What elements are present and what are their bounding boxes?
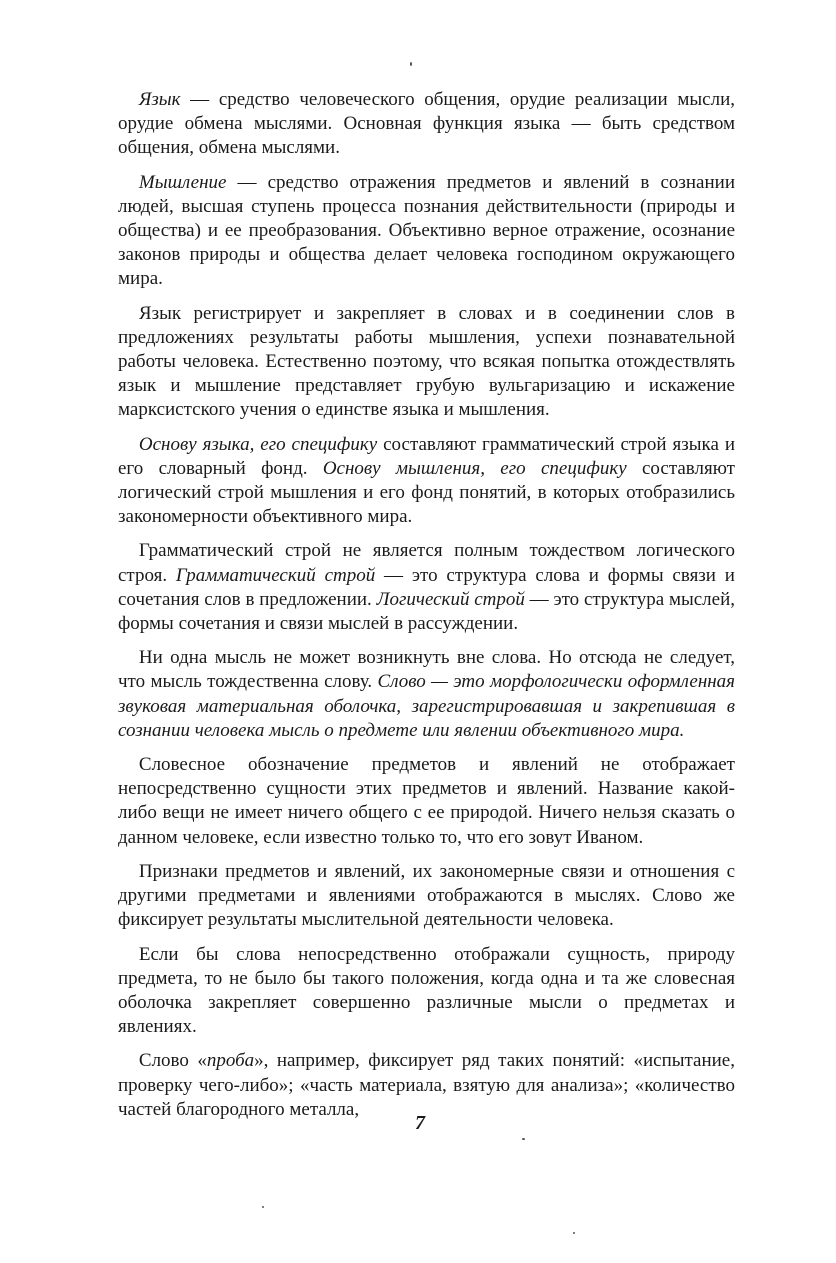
text-run: Признаки предметов и явлений, их закономерные связи и отношения с другими предметами и явлениями отображаются в мыслях. Слово же фиксирует результаты мыслительной деятельности человека. [118,860,735,931]
text-run: — это структура слова и формы связи и сочетания слов в предложении. [118,564,735,610]
paragraph [118,646,735,743]
text-run: составляют логический строй мышления и его фонд понятий, в которых отобразились закономерности объективного мира. [118,457,735,528]
text-run: — средство отражения предметов и явлений в сознании людей, высшая ступень процесса познания действительности (природы и общества) и ее преобразования. Объективно верное отражение, осознание законов природы и общества делает человека господином окружающего мира. [118,171,735,290]
scan-speck [410,62,412,66]
italic-term: Грамматический строй [175,564,376,586]
paragraph [118,433,735,530]
text-run: — это структура мыслей, формы сочетания и связи мыслей в рассуждении. [118,588,735,635]
italic-term: Язык [138,89,181,110]
text-run: Грамматический строй не является полным тождеством логического строя. [118,540,735,586]
text-run: — средство человеческого общения, орудие реализации мысли, орудие обмена мыслями. Основная функция языка — быть средством общения, обмена мыслями. [118,89,735,159]
text-run: составляют грамматический строй языка и его словарный фонд. [118,433,735,479]
italic-term: Слово — это морфологически оформленная звуковая материальная оболочка, зарегистрировавшая и закрепившая в сознании человека мысль о предмете или явлении объективного мира. [118,671,735,741]
italic-term: Логический строй [376,588,525,610]
text-run: Если бы слова непосредственно отображали сущность, природу предмета, то не было бы такого положения, когда одна и та же словесная оболочка закрепляет совершенно различные мысли о предметах и явлениях. [118,943,735,1038]
italic-term: Основу мышления, его специфику [322,457,627,479]
text-run: Слово « [138,1050,207,1072]
paragraph [118,171,735,292]
paragraph [118,753,735,850]
italic-term: Основу языка, его специфику [138,433,378,455]
italic-term: Мышление [138,171,227,193]
text-run: Ни одна мысль не может возникнуть вне слова. Но отсюда не следует, что мысль тождественна слову. [118,647,735,693]
scan-speck [573,1232,575,1234]
text-run: Язык регистрирует и закрепляет в словах и в соединении слов в предложениях результаты работы мышления, успехи познавательной работы человека. Естественно поэтому, что всякая попытка отождествлять язык и мышление представляет грубую вульгаризацию и искажение марксистского учения о единстве языка и мышления. [118,302,735,421]
paragraph [118,302,735,423]
paragraph [118,88,735,161]
text-run: », например, фиксирует ряд таких понятий: «испытание, проверку чего-либо»; «часть материала, взятую для анализа»; «количество частей благородного металла, [118,1050,735,1120]
page-text [118,88,735,1132]
scan-speck [522,1138,525,1140]
scan-speck [262,1206,264,1208]
paragraph [118,943,735,1040]
page-number: 7 [415,1112,425,1134]
paragraph [118,539,735,636]
text-run: Словесное обозначение предметов и явлений не отображает непосредственно сущности этих предметов и явлений. Название какой-либо вещи не имеет ничего общего с ее природой. Ничего нельзя сказать о данном человеке, если известно только то, что его зовут Иваном. [118,754,735,848]
italic-term: проба [206,1050,255,1072]
paragraph [118,860,735,933]
